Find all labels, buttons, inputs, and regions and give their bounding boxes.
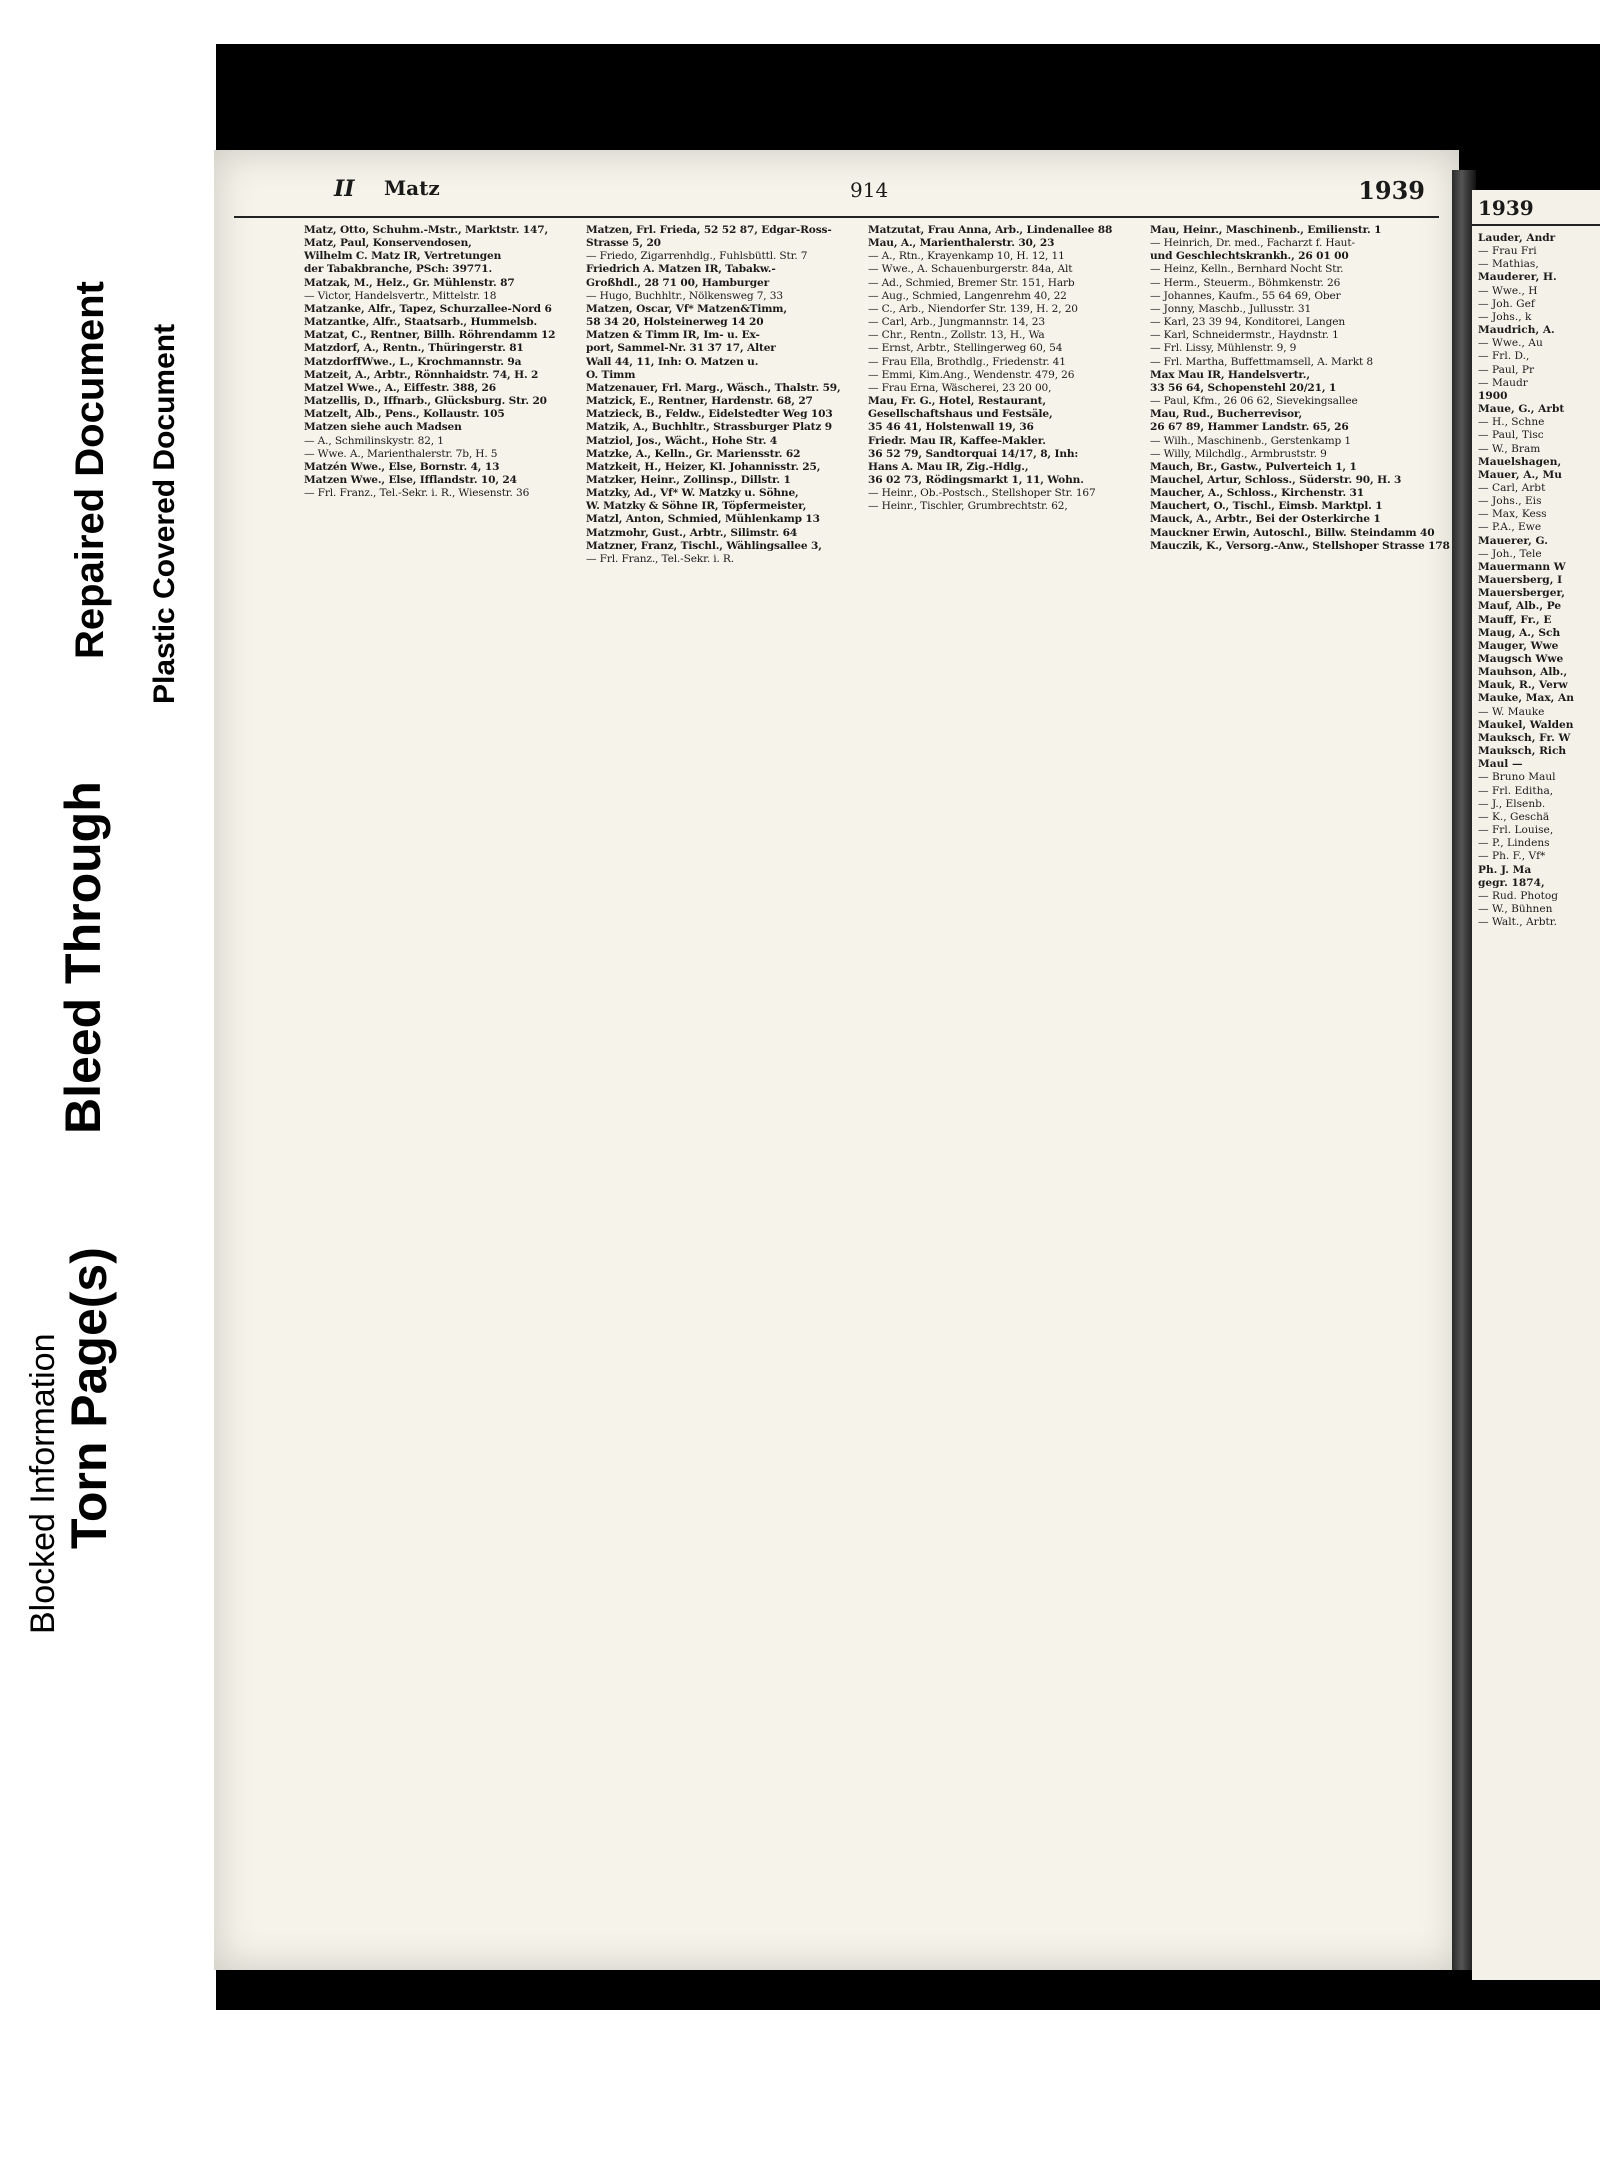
label-plastic-covered-document: Plastic Covered Document xyxy=(148,323,181,704)
listing-line: Wall 44, 11, Inh: O. Matzen u. xyxy=(586,355,759,368)
adjacent-line: — Walt., Arbtr. xyxy=(1478,916,1558,929)
listing-line: Hans A. Mau IR, Zig.-Hdlg., xyxy=(868,460,1029,473)
listing-line: — Karl, Schneidermstr., Haydnstr. 1 xyxy=(1150,329,1339,342)
listing-line: — A., Schmilinskystr. 82, 1 xyxy=(304,434,444,447)
adjacent-line: — Rud. Photog xyxy=(1478,889,1559,902)
listing-line: der Tabakbranche, PSch: 39771. xyxy=(304,263,492,276)
listing-line: 33 56 64, Schopenstehl 20/21, 1 xyxy=(1150,381,1337,394)
listing-line: 35 46 41, Holstenwall 19, 36 xyxy=(868,421,1034,434)
listing-line: Matzen siehe auch Madsen xyxy=(304,421,462,434)
adjacent-line: Mauk, R., Verw xyxy=(1478,679,1568,692)
column-1 xyxy=(304,224,572,1950)
listing-line: Mauchert, O., Tischl., Eimsb. Marktpl. 1 xyxy=(1150,500,1383,513)
adjacent-line: Mauderer, H. xyxy=(1478,271,1557,284)
adjacent-line: Mauelshagen, xyxy=(1478,455,1562,468)
adjacent-line: — Ph. F., Vf* xyxy=(1478,850,1546,863)
adjacent-line: — Max, Kess xyxy=(1478,508,1547,521)
listing-line: Mau, Heinr., Maschinenb., Emilienstr. 1 xyxy=(1150,224,1382,236)
adjacent-line: — Wwe., H xyxy=(1478,284,1538,297)
listing-line: — Hugo, Buchhltr., Nölkensweg 7, 33 xyxy=(586,289,783,302)
listing-line: Matzén Wwe., Else, Bornstr. 4, 13 xyxy=(304,460,500,473)
listing-line: Matz, Otto, Schuhm.-Mstr., Marktstr. 147, xyxy=(304,224,548,236)
listing-line: — Wwe., A. Schauenburgerstr. 84a, Alt xyxy=(868,263,1073,276)
column-2 xyxy=(586,224,854,1950)
adjacent-line: — Paul, Pr xyxy=(1478,363,1535,376)
listing-line: Matzner, Franz, Tischl., Wählingsallee 3, xyxy=(586,539,822,552)
listing-line: — Heinr., Ob.-Postsch., Stellshoper Str. 167 xyxy=(868,487,1096,500)
damage-labels-panel xyxy=(0,44,216,2010)
listing-line: Matzelt, Alb., Pens., Kollaustr. 105 xyxy=(304,408,505,421)
adjacent-line: Mauf, Alb., Pe xyxy=(1478,600,1562,613)
listing-line: Matzieck, B., Feldw., Eidelstedter Weg 103 xyxy=(586,408,833,421)
listing-line: Matzl, Anton, Schmied, Mühlenkamp 13 xyxy=(586,513,820,526)
adjacent-line: 1900 xyxy=(1478,389,1508,402)
adjacent-line: Mauke, Max, An xyxy=(1478,692,1574,705)
listing-line: Matzen Wwe., Else, Ifflandstr. 10, 24 xyxy=(304,473,517,486)
column-3 xyxy=(868,224,1136,1950)
adjacent-line: — J., Elsenb. xyxy=(1478,797,1546,810)
adjacent-page-fragment xyxy=(1472,190,1600,1980)
listing-line: Matz, Paul, Konservendosen, xyxy=(304,237,472,250)
directory-page xyxy=(214,150,1459,1970)
listing-line: — Frl. Lissy, Mühlenstr. 9, 9 xyxy=(1150,342,1297,355)
adjacent-line: — Joh. Gef xyxy=(1478,297,1535,310)
adjacent-line: — K., Geschä xyxy=(1478,810,1550,823)
adjacent-line: Mauhson, Alb., xyxy=(1478,666,1568,679)
listing-line: Mauck, A., Arbtr., Bei der Osterkirche 1 xyxy=(1150,513,1381,526)
adjacent-line: — Frl. D., xyxy=(1478,350,1530,363)
listing-line: — A., Rtn., Krayenkamp 10, H. 12, 11 xyxy=(868,250,1065,263)
listing-line: — Wilh., Maschinenb., Gerstenkamp 1 xyxy=(1150,434,1351,447)
adjacent-line: — Johs., Eis xyxy=(1478,495,1542,508)
adjacent-line: — Frau Fri xyxy=(1478,245,1537,258)
listing-line: — Wwe. A., Marienthalerstr. 7b, H. 5 xyxy=(304,447,498,460)
listing-line: MatzdorffWwe., L., Krochmannstr. 9a xyxy=(304,355,522,368)
listing-line: — Paul, Kfm., 26 06 62, Sievekingsallee xyxy=(1150,395,1358,408)
listing-line: Mau, Rud., Bucherrevisor, xyxy=(1150,408,1303,421)
listing-line: Matzen, Oscar, Vf* Matzen&Timm, xyxy=(586,302,787,315)
listing-line: Mauczik, K., Versorg.-Anw., Stellshoper Strasse 178 xyxy=(1150,539,1450,552)
listing-line: Matzak, M., Helz., Gr. Mühlenstr. 87 xyxy=(304,276,515,289)
listing-line: Mau, A., Marienthalerstr. 30, 23 xyxy=(868,237,1055,250)
listing-line: — Frl. Martha, Buffettmamsell, A. Markt 8 xyxy=(1150,355,1373,368)
listing-line: Matziol, Jos., Wächt., Hohe Str. 4 xyxy=(586,434,778,447)
adjacent-line: Maukel, Walden xyxy=(1478,718,1574,731)
listing-line: Matzeit, A., Arbtr., Rönnhaidstr. 74, H. 2 xyxy=(304,368,539,381)
listing-line: Matzat, C., Rentner, Billh. Röhrendamm 12 xyxy=(304,329,556,342)
adjacent-line: — Frl. Louise, xyxy=(1478,824,1554,837)
listing-line: Mauchel, Artur, Schloss., Süderstr. 90, H. 3 xyxy=(1150,473,1402,486)
listing-line: Matzker, Heinr., Zollinsp., Dillstr. 1 xyxy=(586,473,791,486)
listing-line: — Heinz, Kelln., Bernhard Nocht Str. xyxy=(1150,263,1344,276)
listing-line: — Chr., Rentn., Zollstr. 13, H., Wa xyxy=(868,329,1045,342)
section-number: II xyxy=(334,176,355,202)
listing-line: — Aug., Schmied, Langenrehm 40, 22 xyxy=(868,289,1067,302)
label-repaired-document: Repaired Document xyxy=(68,281,112,659)
adjacent-line: gegr. 1874, xyxy=(1478,876,1545,889)
listing-line: — Ernst, Arbtr., Stellingerweg 60, 54 xyxy=(868,342,1063,355)
adjacent-line: — H., Schne xyxy=(1478,416,1545,429)
adjacent-line: — Wwe., Au xyxy=(1478,337,1543,350)
adjacent-line: Maue, G., Arbt xyxy=(1478,403,1565,416)
listing-line: Matzdorf, A., Rentn., Thüringerstr. 81 xyxy=(304,342,524,355)
label-bleed-through: Bleed Through xyxy=(55,781,111,1134)
listing-line: — Heinrich, Dr. med., Facharzt f. Haut- xyxy=(1150,237,1355,250)
adjacent-line: Maugsch Wwe xyxy=(1478,653,1564,665)
listing-line: Friedrich A. Matzen IR, Tabakw.- xyxy=(586,263,776,276)
adjacent-line: — Joh., Tele xyxy=(1478,547,1542,560)
adjacent-line: Mauersberger, xyxy=(1478,587,1565,600)
listing-line: Matzellis, D., Iffnarb., Glücksburg. Str. 20 xyxy=(304,395,547,408)
adjacent-line: Mauermann W xyxy=(1478,560,1566,573)
listing-line: — Carl, Arb., Jungmannstr. 14, 23 xyxy=(868,316,1045,329)
listing-line: Matzik, A., Buchhltr., Strassburger Platz 9 xyxy=(586,421,833,434)
adjacent-line: Mauger, Wwe xyxy=(1478,639,1559,652)
listing-line: Max Mau IR, Handelsvertr., xyxy=(1150,368,1310,381)
adjacent-line: — W. Mauke xyxy=(1478,705,1545,718)
adjacent-line: — Mathias, xyxy=(1478,258,1539,271)
listing-line: — Heinr., Tischler, Grumbrechtstr. 62, xyxy=(868,500,1068,513)
listing-line: Matzutat, Frau Anna, Arb., Lindenallee 88 xyxy=(868,224,1113,236)
listing-line: port, Sammel-Nr. 31 37 17, Alter xyxy=(586,342,776,355)
adjacent-line: — Johs., k xyxy=(1478,310,1532,323)
listing-line: Matzky, Ad., Vf* W. Matzky u. Söhne, xyxy=(586,487,799,500)
listing-line: Matzen, Frl. Frieda, 52 52 87, Edgar-Ross- xyxy=(586,224,832,236)
adjacent-line: — Frl. Editha, xyxy=(1478,784,1554,797)
listing-line: Matzen & Timm IR, Im- u. Ex- xyxy=(586,329,760,342)
adjacent-line: Mauff, Fr., E xyxy=(1478,613,1552,626)
adjacent-line: — Paul, Tisc xyxy=(1478,429,1544,442)
listing-line: Matzmohr, Gust., Arbtr., Silimstr. 64 xyxy=(586,526,798,539)
adjacent-line: — Carl, Arbt xyxy=(1478,481,1546,494)
listing-line: und Geschlechtskrankh., 26 01 00 xyxy=(1150,250,1349,263)
adjacent-line: Maul — xyxy=(1478,758,1523,771)
header-name: Matz xyxy=(384,176,440,200)
listing-line: Matzke, A., Kelln., Gr. Mariensstr. 62 xyxy=(586,447,801,460)
header-year: 1939 xyxy=(1358,176,1425,205)
listing-line: Wilhelm C. Matz IR, Vertretungen xyxy=(304,250,502,263)
adjacent-line: Mauersberg, I xyxy=(1478,574,1563,587)
listing-line: W. Matzky & Söhne IR, Töpfermeister, xyxy=(586,500,807,513)
listing-line: 36 02 73, Rödingsmarkt 1, 11, Wohn. xyxy=(868,473,1084,486)
listing-line: Matzanke, Alfr., Tapez, Schurzallee-Nord 6 xyxy=(304,302,552,315)
listing-line: Matzenauer, Frl. Marg., Wäsch., Thalstr. 59, xyxy=(586,381,841,394)
listing-line: 58 34 20, Holsteinerweg 14 20 xyxy=(586,316,764,329)
listing-line: 26 67 89, Hammer Landstr. 65, 26 xyxy=(1150,421,1349,434)
listing-columns xyxy=(304,224,1450,1950)
listing-line: Matzel Wwe., A., Eiffestr. 388, 26 xyxy=(304,381,496,394)
adjacent-line: Mauksch, Rich xyxy=(1478,745,1567,758)
listing-line: — C., Arb., Niendorfer Str. 139, H. 2, 20 xyxy=(868,302,1078,315)
listing-line: Maucher, A., Schloss., Kirchenstr. 31 xyxy=(1150,487,1364,500)
adjacent-line: Ph. J. Ma xyxy=(1478,863,1532,876)
adjacent-line: — W., Bühnen xyxy=(1478,902,1553,915)
adjacent-line: — Bruno Maul xyxy=(1478,771,1556,784)
listing-line: Matzkeit, H., Heizer, Kl. Johannisstr. 25, xyxy=(586,460,821,473)
listing-line: — Victor, Handelsvertr., Mittelstr. 18 xyxy=(304,289,497,302)
adjacent-line: Lauder, Andr xyxy=(1478,232,1556,244)
listing-line: Strasse 5, 20 xyxy=(586,237,661,250)
page-header xyxy=(234,170,1439,218)
listing-line: — Jonny, Maschb., Jullusstr. 31 xyxy=(1150,302,1312,315)
listing-line: — Ad., Schmied, Bremer Str. 151, Harb xyxy=(868,276,1075,289)
listing-line: — Frau Ella, Brothdlg., Friedenstr. 41 xyxy=(868,355,1066,368)
adjacent-line: Maug, A., Sch xyxy=(1478,626,1561,639)
listing-line: Großhdl., 28 71 00, Hamburger xyxy=(586,276,770,289)
listing-line: — Frl. Franz., Tel.-Sekr. i. R. xyxy=(586,552,734,565)
listing-line: — Frau Erna, Wäscherei, 23 20 00, xyxy=(868,381,1052,394)
listing-line: — Karl, 23 39 94, Konditorei, Langen xyxy=(1150,316,1346,329)
label-blocked-information: Blocked Information xyxy=(24,1333,62,1634)
listing-line: Friedr. Mau IR, Kaffee-Makler. xyxy=(868,434,1046,447)
listing-line: Matzantke, Alfr., Staatsarb., Hummelsb. xyxy=(304,316,538,329)
listing-line: — Willy, Milchdlg., Armbruststr. 9 xyxy=(1150,447,1327,460)
adjacent-page-year: 1939 xyxy=(1472,190,1600,226)
adjacent-line: Mauer, A., Mu xyxy=(1478,468,1562,481)
adjacent-page-lines xyxy=(1472,232,1600,929)
listing-line: O. Timm xyxy=(586,368,636,381)
listing-line: — Herm., Steuerm., Böhmkenstr. 26 xyxy=(1150,276,1341,289)
listing-line: — Friedo, Zigarrenhdlg., Fuhlsbüttl. Str. 7 xyxy=(586,250,808,263)
adjacent-line: — P., Lindens xyxy=(1478,837,1550,850)
adjacent-line: — W., Bram xyxy=(1478,442,1541,455)
listing-line: Matzick, E., Rentner, Hardenstr. 68, 27 xyxy=(586,395,813,408)
listing-line: — Emmi, Kim.Ang., Wendenstr. 479, 26 xyxy=(868,368,1075,381)
listing-line: Mauckner Erwin, Autoschl., Billw. Steindamm 40 xyxy=(1150,526,1435,539)
label-torn-pages: Torn Page(s) xyxy=(61,1247,117,1549)
adjacent-line: — Maudr xyxy=(1478,376,1528,389)
adjacent-line: Mauerer, G. xyxy=(1478,534,1548,547)
adjacent-line: — P.A., Ewe xyxy=(1478,521,1542,534)
listing-line: Mau, Fr. G., Hotel, Restaurant, xyxy=(868,395,1046,408)
page-number: 914 xyxy=(850,178,889,202)
listing-line: — Frl. Franz., Tel.-Sekr. i. R., Wiesenstr. 36 xyxy=(304,487,530,500)
listing-line: 36 52 79, Sandtorquai 14/17, 8, Inh: xyxy=(868,447,1079,460)
listing-line: Gesellschaftshaus und Festsäle, xyxy=(868,408,1053,421)
adjacent-line: Mauksch, Fr. W xyxy=(1478,731,1571,744)
listing-line: — Johannes, Kaufm., 55 64 69, Ober xyxy=(1150,289,1341,302)
adjacent-line: Maudrich, A. xyxy=(1478,324,1555,337)
listing-line: Mauch, Br., Gastw., Pulverteich 1, 1 xyxy=(1150,460,1357,473)
column-4 xyxy=(1150,224,1450,1950)
